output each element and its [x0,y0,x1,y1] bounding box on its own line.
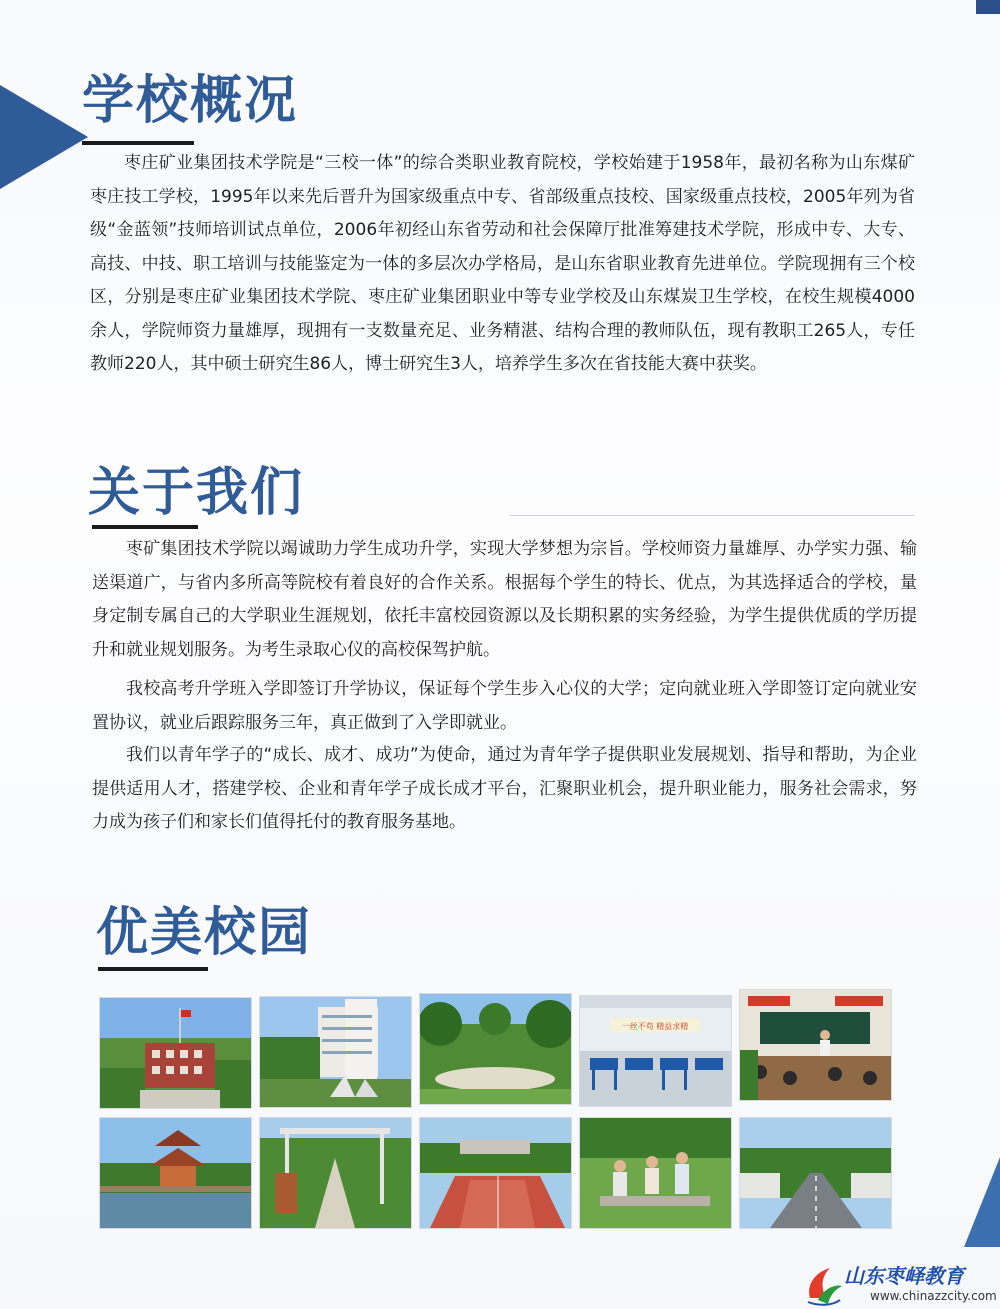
bottom-right-triangle-decoration [964,1157,1000,1247]
about-paragraph-2: 我校高考升学班入学即签订升学协议，保证每个学生步入心仪的大学；定向就业班入学即签订定向就业安置协议，就业后跟踪服务三年，真正做到了入学即就业。 [92,679,917,733]
photo-campus-teaching-building [260,997,411,1107]
publisher-logo [800,1258,1000,1309]
photo-campus-tree-lined-road [740,1118,891,1228]
photo-campus-main-building [100,998,251,1108]
photo-campus-workshop-classroom [580,996,731,1106]
logo-url: www.chinazzcity.com [870,1289,997,1303]
overview-title-underline [82,141,194,145]
leaf-swirl-logo-icon [804,1264,844,1306]
svg-text:一丝不苟 精益求精: 一丝不苟 精益求精 [621,1022,689,1031]
about-paragraph-3: 我们以青年学子的“成长、成才、成功”为使命，通过为青年学子提供职业发展规划、指导和帮助，为企业提供适用人才，搭建学校、企业和青年学子成长成才平台，汇聚职业机会，提升职业能力，服务社会需求，努力成为孩子们和家长们值得托付的教育服务基地。 [92,745,917,832]
left-triangle-decoration [0,85,88,189]
campus-title-underline [98,967,208,971]
photo-campus-garden [420,994,571,1104]
overview-paragraph: 枣庄矿业集团技术学院是“三校一体”的综合类职业教育院校，学校始建于1958年，最初名称为山东煤矿枣庄技工学校，1995年以来先后晋升为国家级重点中专、省部级重点技校、国家级重点技校，2005年列为省级“金蓝领”技师培训试点单位，2006年初经山东省劳动和社会保障厅批准筹建技术学院，形成中专、大专、高技、中技、职工培训与技能鉴定为一体的多层次办学格局，是山东省职业教育先进单位。学院现拥有三个校区，分别是枣庄矿业集团技术学院、枣庄矿业集团职业中等专业学校及山东煤炭卫生学校，在校生规模4000余人，学院师资力量雄厚，现拥有一支数量充足、业务精湛、结构合理的教师队伍，现有教职工265人，专任教师220人，其中硕士研究生86人，博士研究生3人，培养学生多次在省技能大赛中获奖。 [90,153,915,374]
about-divider-line [510,515,915,516]
logo-name: 山东枣峄教育 [844,1264,964,1288]
campus-title: 优美校园 [96,902,313,963]
photo-campus-classroom-lecture [740,990,891,1100]
top-right-edge-decoration [976,0,1000,14]
photo-campus-students-outdoors [580,1118,731,1228]
about-paragraph-1: 枣矿集团技术学院以竭诚助力学生成功升学，实现大学梦想为宗旨。学校师资力量雄厚、办学实力强、输送渠道广，与省内多所高等院校有着良好的合作关系。根据每个学生的特长、优点，为其选择适合的学校，量身定制专属自己的大学职业生涯规划，依托丰富校园资源以及长期积累的实务经验，为学生提供优质的学历提升和就业规划服务。为考生录取心仪的高校保驾护航。 [92,539,917,660]
overview-title: 学校概况 [82,70,299,131]
about-title: 关于我们 [88,462,305,523]
campus-photo-gallery [100,990,896,1230]
photo-campus-sports-court [420,1118,571,1228]
about-title-underline [92,525,198,529]
photo-campus-pavilion [100,1118,251,1228]
photo-campus-pergola-walkway [260,1118,411,1228]
